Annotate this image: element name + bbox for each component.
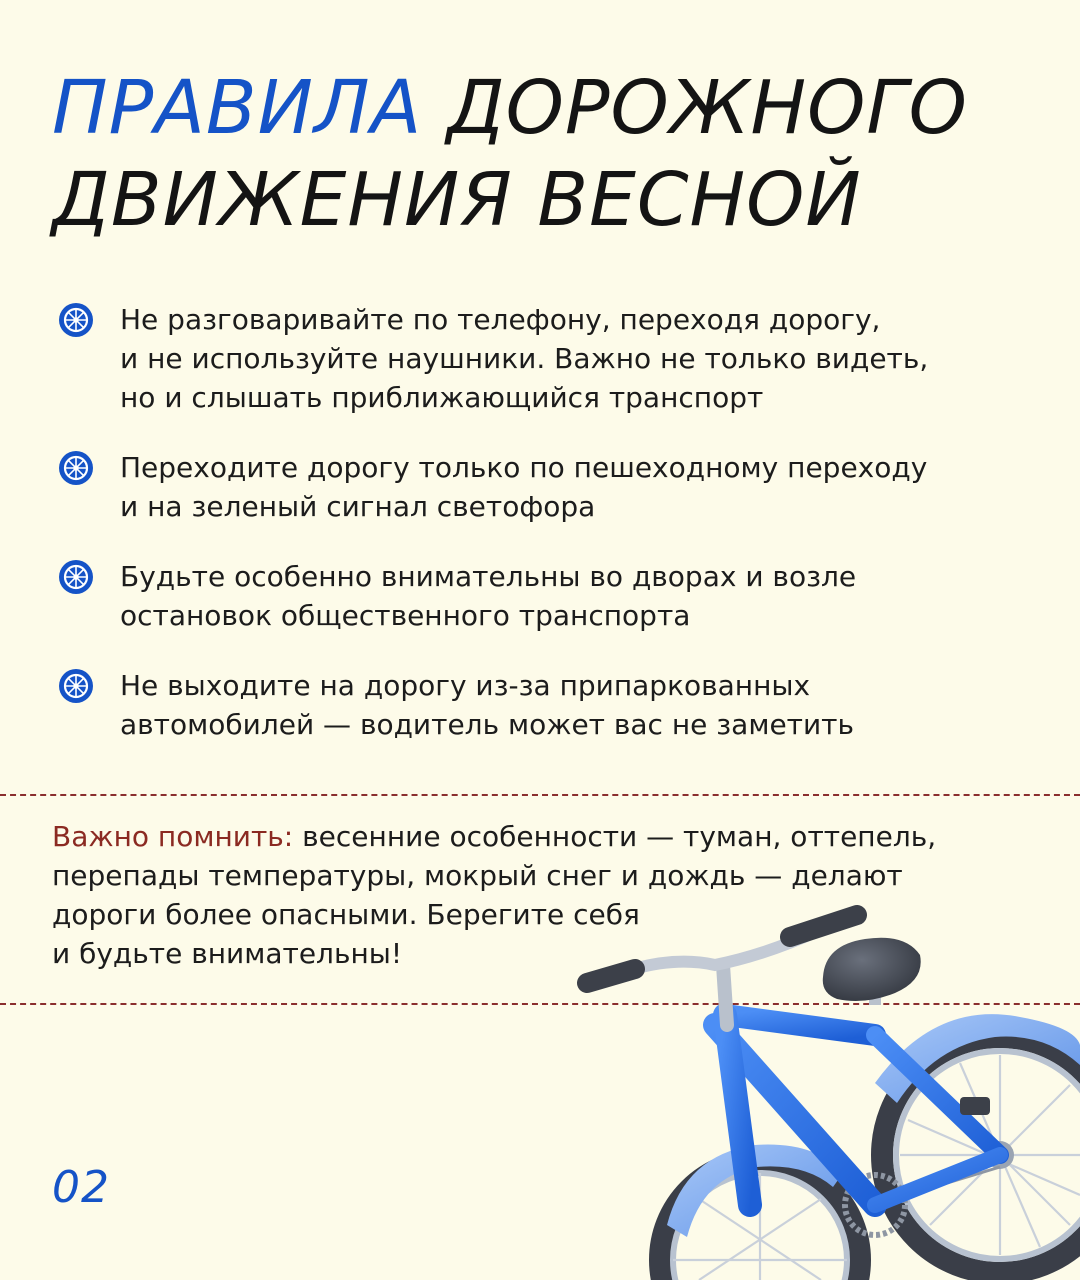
note-line: и будьте внимательны! [52,937,403,970]
bike-seat [823,938,921,1005]
pedal [960,1097,990,1115]
wheel-icon [58,302,94,338]
rule-line: Не разговаривайте по телефону, переходя дорогу, [120,303,881,336]
wheel-icon [58,668,94,704]
rule-line: Будьте особенно внимательны во дворах и возле [120,560,857,593]
rule-line: автомобилей — водитель может вас не заметить [120,708,854,741]
note-line: весенние особенности — туман, оттепель, [302,820,937,853]
page-title [52,62,1052,246]
title-line2: ДВИЖЕНИЯ ВЕСНОЙ [52,157,862,243]
rule-line: но и слышать приближающийся транспорт [120,381,764,414]
page-number: 02 [52,1162,110,1213]
handlebar [587,915,857,1025]
list-item [58,448,1018,526]
note-line: перепады температуры, мокрый снег и дождь — делают [52,859,903,892]
note-label: Важно помнить: [52,820,294,853]
list-item [58,666,1018,744]
list-item [58,300,1018,417]
rule-line: и на зеленый сигнал светофора [120,490,596,523]
list-item [58,557,1018,635]
title-accent: ПРАВИЛА [52,65,423,151]
wheel-icon [58,559,94,595]
wheel-icon [58,450,94,486]
rules-list [58,300,1018,775]
note-line: дороги более опасными. Берегите себя [52,898,640,931]
rule-line: и не используйте наушники. Важно не только видеть, [120,342,929,375]
title-rest-line1: ДОРОЖНОГО [446,65,968,151]
bicycle-illustration [575,905,1080,1280]
rule-line: Переходите дорогу только по пешеходному переходу [120,451,928,484]
rule-line: Не выходите на дорогу из-за припаркованных [120,669,811,702]
divider-top [0,794,1080,796]
rule-line: остановок общественного транспорта [120,599,691,632]
